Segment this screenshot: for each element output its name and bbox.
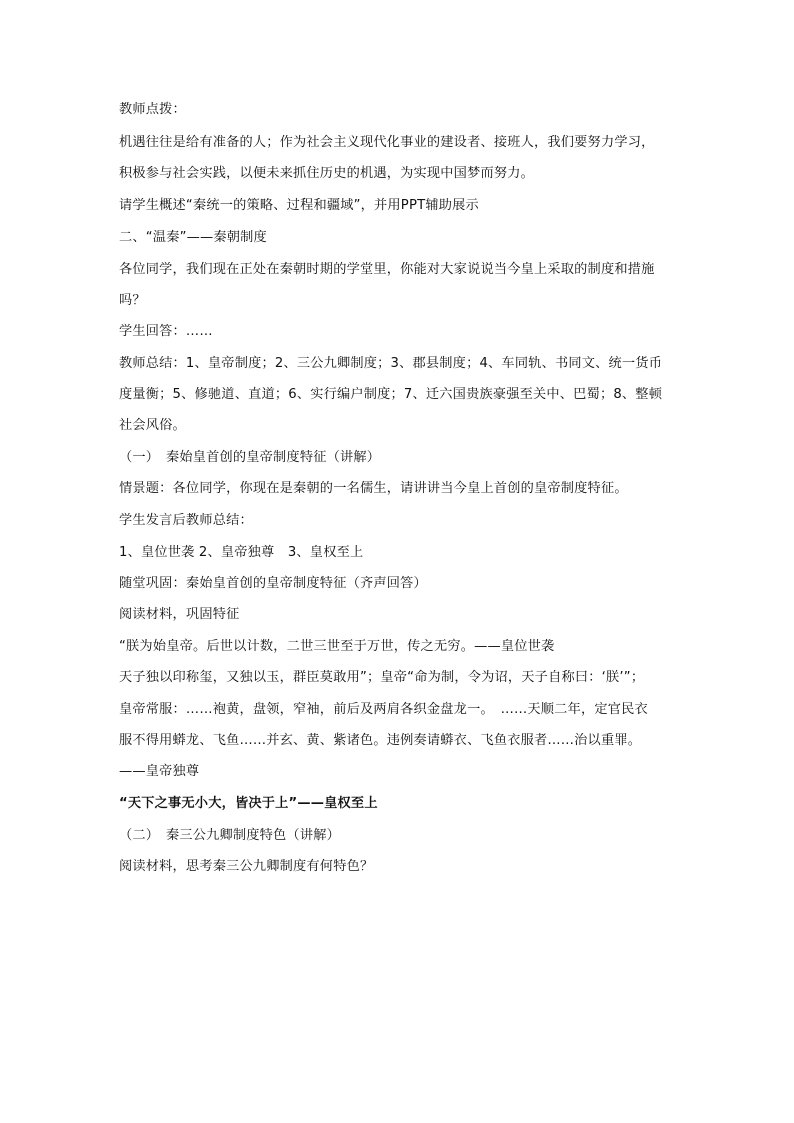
- paragraph-line: 1、皇位世袭 2、皇帝独尊 3、皇权至上: [119, 545, 364, 560]
- paragraph-line: 积极参与社会实践，以便未来抓住历史的机遇，为实现中国梦而努力。: [119, 166, 535, 181]
- paragraph-line: 阅读材料，思考秦三公九卿制度有何特色？: [119, 859, 374, 874]
- paragraph-line: 吗？: [119, 293, 146, 308]
- paragraph-line: 学生发言后教师总结：: [119, 513, 253, 528]
- section-heading: 二、“温秦”——秦朝制度: [119, 230, 267, 245]
- paragraph-line: 情景题：各位同学，你现在是秦朝的一名儒生，请讲讲当今皇上首创的皇帝制度特征。: [119, 481, 628, 496]
- subsection-heading: （一） 秦始皇首创的皇帝制度特征（讲解）: [119, 450, 381, 465]
- paragraph-line: 教师总结：1、皇帝制度；2、三公九卿制度；3、郡县制度；4、车同轨、书同文、统一货币: [119, 356, 663, 371]
- quote-line: 天子独以印称玺，又独以玉，群臣莫敢用”；皇帝“命为制，令为诏，天子自称曰：‘朕’”；: [119, 670, 645, 685]
- paragraph-line: 机遇往往是给有准备的人；作为社会主义现代化事业的建设者、接班人，我们要努力学习，: [119, 135, 655, 150]
- paragraph-line: 学生回答：……: [119, 324, 213, 339]
- paragraph-line: 请学生概述“秦统一的策略、过程和疆域”，并用PPT辅助展示: [119, 198, 479, 213]
- subsection-heading: （二） 秦三公九卿制度特色（讲解）: [119, 828, 340, 843]
- paragraph-line: 各位同学，我们现在正处在秦朝时期的学堂里，你能对大家说说当今皇上采取的制度和措施: [119, 262, 655, 277]
- paragraph-line: 社会风俗。: [119, 418, 186, 433]
- paragraph-line: 阅读材料，巩固特征: [119, 607, 240, 622]
- paragraph-line: 随堂巩固：秦始皇首创的皇帝制度特征（齐声回答）: [119, 576, 427, 591]
- heading-teacher-guidance: 教师点拨：: [119, 102, 186, 117]
- quote-line: ——皇帝独尊: [119, 764, 200, 779]
- quote-line: 服不得用蟒龙、飞鱼……并玄、黄、紫诸色。违例奏请蟒衣、飞鱼衣服者……治以重罪。: [119, 733, 642, 748]
- quote-line-bold: “天下之事无小大，皆决于上”——皇权至上: [119, 796, 378, 811]
- quote-line: 皇帝常服：……袍黄，盘领，窄袖，前后及两肩各织金盘龙一。 ……天顺二年，定官民衣: [119, 702, 648, 717]
- paragraph-line: 度量衡；5、修驰道、直道；6、实行编户制度；7、迁六国贵族豪强至关中、巴蜀；8、整顿: [119, 387, 663, 402]
- quote-line: “朕为始皇帝。后世以计数，二世三世至于万世，传之无穷。——皇位世袭: [119, 639, 555, 654]
